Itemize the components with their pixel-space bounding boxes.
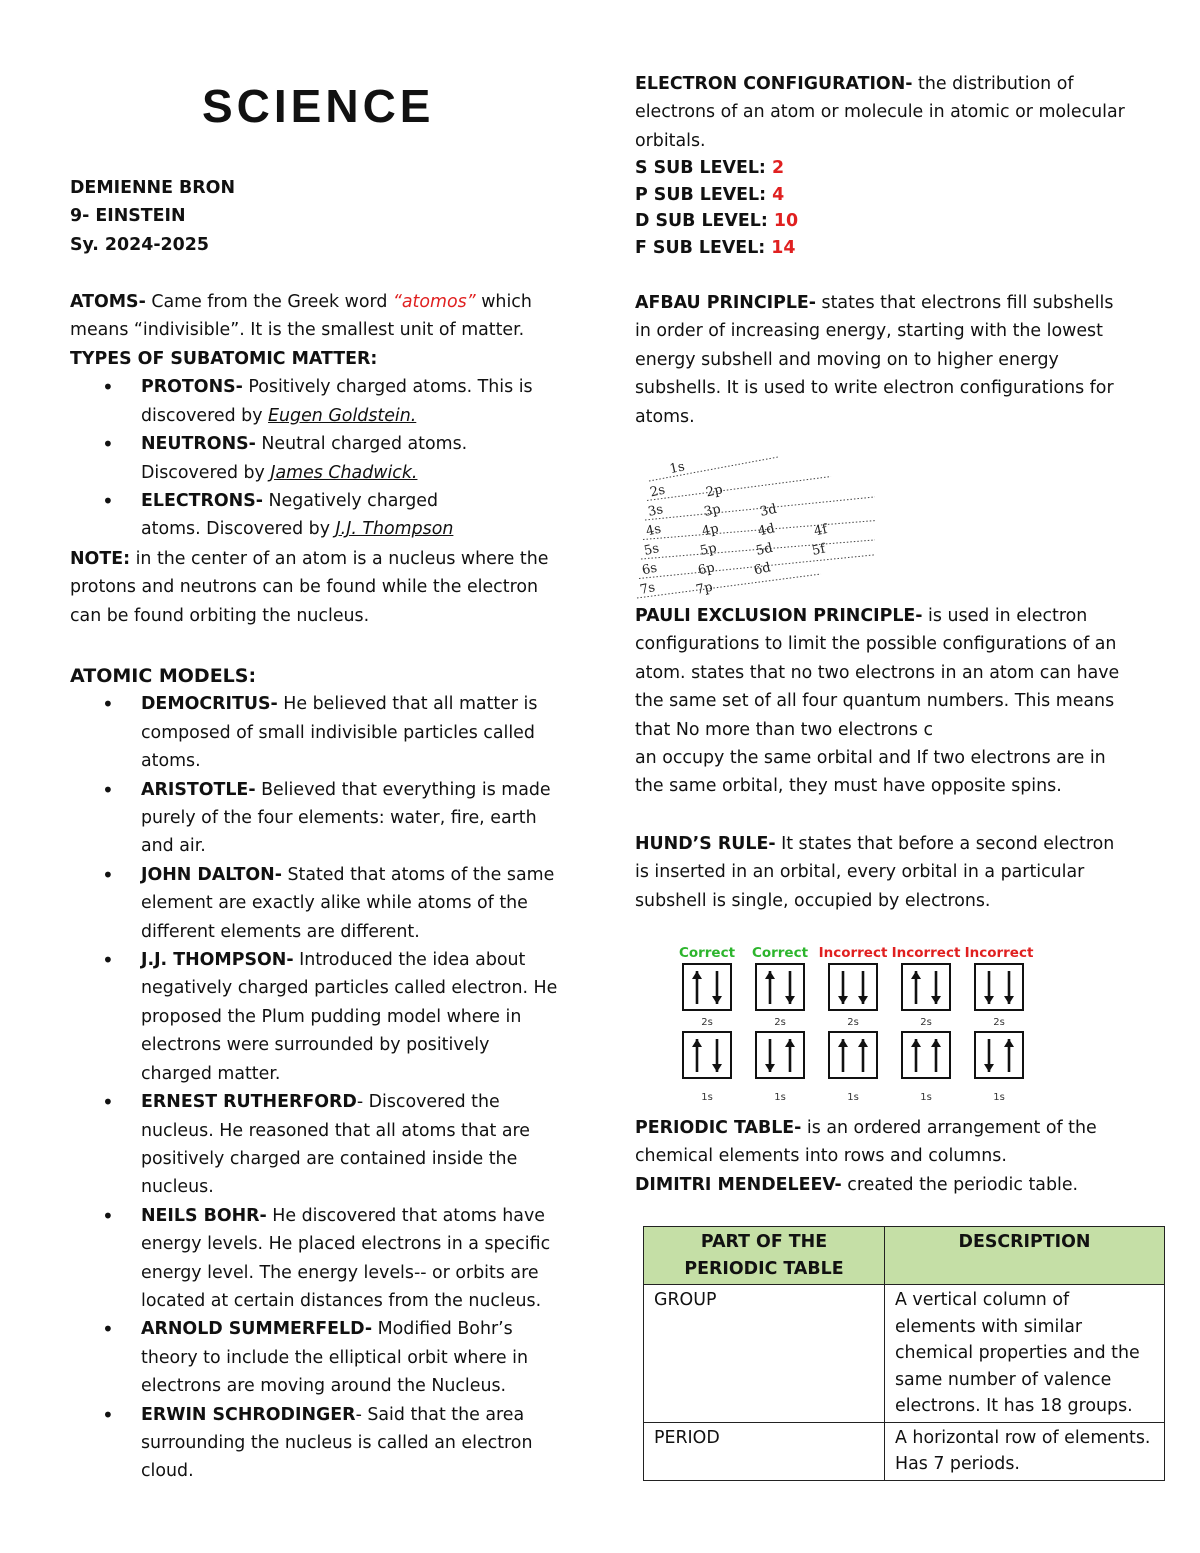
- hund-rule-diagram: [675, 938, 1105, 1108]
- item-text: Believed that everything is made purely of the four elements: water, fire, earth and air.: [141, 779, 551, 857]
- student-info: [70, 174, 235, 259]
- item-text: Modified Bohr’s theory to include the elliptical orbit where in electrons are moving around the Nucleus.: [141, 1319, 529, 1397]
- sublevel-row: [635, 208, 1135, 235]
- table-header: PART OF THE PERIODIC TABLE: [644, 1227, 885, 1285]
- item-term: ERWIN SCHRODINGER: [141, 1404, 356, 1425]
- periodic-paragraph: [635, 1114, 1130, 1199]
- sublevel-value: 2: [771, 158, 785, 179]
- orbital-label: 4s: [644, 521, 663, 540]
- sublevel-label: S SUB LEVEL:: [635, 158, 766, 179]
- hund-example: [752, 945, 809, 1103]
- orbital-label: 1s: [701, 1092, 713, 1103]
- atoms-paragraph: [70, 288, 550, 345]
- table-cell: PERIOD: [644, 1422, 885, 1480]
- item-text: Introduced the idea about negatively charged particles called electron. He proposed the Plum pudding model where in electrons were surrounded by positively charged matter.: [141, 950, 558, 1084]
- orbital-label: 3s: [646, 502, 665, 520]
- orbital-box: [829, 964, 877, 1010]
- atoms-text-a: Came from the Greek word: [145, 292, 393, 312]
- electron-config-text: the distribution of electrons of an atom or molecule in atomic or molecular orbitals.: [635, 74, 1125, 151]
- note-paragraph: [70, 545, 550, 630]
- school-year: Sy. 2024-2025: [70, 234, 209, 255]
- list-item: [70, 430, 561, 487]
- orbital-box: [902, 964, 950, 1010]
- orbital-box: [975, 964, 1023, 1010]
- table-row: [644, 1422, 1165, 1480]
- orbital-label: 3p: [702, 501, 723, 520]
- item-term: ERNEST RUTHERFORD: [141, 1092, 357, 1113]
- orbital-label: 6p: [696, 560, 717, 579]
- list-item: [70, 1315, 571, 1400]
- table-header-row: [644, 1227, 1165, 1285]
- student-section: 9- EINSTEIN: [70, 206, 186, 227]
- orbital-box: [683, 964, 731, 1010]
- item-text: He believed that all matter is composed of small indivisible particles called atoms.: [141, 694, 538, 772]
- electron-config-paragraph: [635, 70, 1135, 155]
- subatomic-heading: TYPES OF SUBATOMIC MATTER:: [70, 349, 378, 369]
- aufbau-paragraph: [635, 289, 1130, 431]
- table-row: [644, 1285, 1165, 1423]
- orbital-box: [829, 1032, 877, 1078]
- sublevel-label: P SUB LEVEL:: [635, 184, 767, 205]
- models-list: [70, 690, 570, 1485]
- guide-line: [647, 477, 831, 501]
- list-item: [70, 690, 551, 775]
- hund-term: HUND’S RULE-: [635, 834, 776, 854]
- table-cell: A vertical column of elements with similar chemical properties and the same number of valence electrons. It has 18 groups.: [885, 1285, 1165, 1423]
- sublevel-label: F SUB LEVEL:: [635, 237, 766, 258]
- table-header: DESCRIPTION: [885, 1227, 1165, 1285]
- aufbau-term: AFBAU PRINCIPLE-: [635, 293, 817, 313]
- mendeleev-text: created the periodic table.: [841, 1174, 1079, 1195]
- sublevel-row: [635, 155, 1135, 182]
- sublevel-row: [635, 182, 1135, 209]
- orbital-label: 2s: [774, 1017, 786, 1028]
- orbital-box: [756, 1032, 804, 1078]
- item-term: PROTONS-: [141, 377, 243, 398]
- sublevel-value: 10: [773, 211, 799, 232]
- table-cell: GROUP: [644, 1285, 885, 1423]
- verdict-label: Correct: [751, 945, 809, 961]
- verdict-label: Correct: [678, 945, 736, 961]
- item-term: JOHN DALTON-: [141, 864, 282, 885]
- orbital-label: 4p: [700, 521, 721, 540]
- atoms-text-b: which means “indivisible”. It is the smallest unit of matter.: [70, 292, 532, 341]
- guide-line: [649, 457, 778, 481]
- orbital-label: 4d: [756, 521, 777, 540]
- item-term: ELECTRONS-: [141, 491, 263, 512]
- student-name: DEMIENNE BRON: [70, 178, 235, 198]
- item-person: Eugen Goldstein.: [268, 405, 417, 426]
- verdict-label: Incorrect: [964, 945, 1034, 961]
- orbital-label: 1s: [774, 1092, 786, 1103]
- orbital-box: [975, 1032, 1023, 1078]
- orbital-label: 7s: [638, 580, 657, 598]
- item-text: - Discovered the nucleus. He reasoned that all atoms that are positively charged are contained inside the nucleus.: [141, 1092, 530, 1198]
- item-term: NEILS BOHR-: [141, 1205, 267, 1226]
- item-term: J.J. THOMPSON-: [141, 950, 294, 971]
- orbital-label: 1s: [993, 1092, 1005, 1103]
- subatomic-list: [70, 373, 570, 543]
- note-text: in the center of an atom is a nucleus where the protons and neutrons can be found while the electron can be found orbiting the nucleus.: [70, 549, 549, 626]
- orbital-label: 2p: [704, 482, 725, 501]
- item-term: ARISTOTLE-: [141, 779, 256, 800]
- hund-example: [892, 945, 961, 1103]
- orbital-label: 2s: [701, 1017, 713, 1028]
- orbital-box: [756, 964, 804, 1010]
- orbital-label: 1s: [847, 1092, 859, 1103]
- item-term: ARNOLD SUMMERFELD-: [141, 1319, 373, 1340]
- hund-paragraph: [635, 830, 1130, 915]
- item-text: Positively charged atoms. This is discovered by: [141, 377, 533, 426]
- list-item: [70, 946, 561, 1088]
- orbital-label: 7p: [694, 579, 715, 598]
- orbital-label: 2s: [847, 1017, 859, 1028]
- orbital-label: 5f: [810, 541, 827, 559]
- orbital-label: 5d: [754, 540, 775, 559]
- hund-example: [819, 945, 888, 1103]
- orbital-label: 5s: [642, 541, 661, 559]
- hund-example: [679, 945, 736, 1103]
- item-text: Negatively charged atoms. Discovered by: [141, 491, 439, 540]
- list-item: [70, 1202, 561, 1316]
- list-item: [70, 373, 561, 430]
- electron-config-section: [635, 70, 1135, 261]
- orbital-box: [683, 1032, 731, 1078]
- list-item: [70, 1088, 561, 1202]
- models-heading: ATOMIC MODELS:: [70, 665, 257, 687]
- orbital-label: 4f: [812, 522, 829, 540]
- orbital-label: 2s: [993, 1017, 1005, 1028]
- periodic-table-parts: [643, 1226, 1165, 1481]
- pauli-text-a: is used in electron configurations to limit the possible configurations of an atom. states that no two electrons in an atom can have the same set of all four quantum numbers. This means that No more than two electrons c: [635, 606, 1120, 740]
- item-term: NEUTRONS-: [141, 434, 256, 455]
- orbital-label: 2s: [648, 482, 667, 501]
- hund-text: It states that before a second electron is inserted in an orbital, every orbital in a particular subshell is single, occupied by electrons.: [635, 834, 1115, 911]
- verdict-label: Incorrect: [891, 945, 961, 961]
- note-term: NOTE:: [70, 549, 131, 569]
- atoms-term: ATOMS-: [70, 292, 146, 312]
- item-text: Neutral charged atoms. Discovered by: [141, 434, 468, 483]
- orbital-label: 1s: [668, 459, 687, 478]
- item-text: He discovered that atoms have energy levels. He placed electrons in a specific energy level. The energy levels-- or orbits are located at certain distances from the nucleus.: [141, 1205, 551, 1311]
- item-text: - Said that the area surrounding the nucleus is called an electron cloud.: [141, 1404, 533, 1482]
- orbital-label: 1s: [920, 1092, 932, 1103]
- list-item: [70, 861, 561, 946]
- mendeleev-term: DIMITRI MENDELEEV-: [635, 1174, 842, 1195]
- table-cell: A horizontal row of elements. Has 7 periods.: [885, 1422, 1165, 1480]
- orbital-label: 6s: [640, 560, 659, 579]
- orbital-box: [902, 1032, 950, 1078]
- orbital-label: 6d: [752, 560, 773, 579]
- pauli-paragraph: [635, 602, 1130, 801]
- models-section: [70, 662, 570, 1486]
- pauli-text-b: an occupy the same orbital and If two electrons are in the same orbital, they must have opposite spins.: [635, 748, 1106, 797]
- sublevel-value: 14: [771, 237, 796, 258]
- list-item: [70, 776, 561, 861]
- aufbau-text: states that electrons fill subshells in order of increasing energy, starting with the lowest energy subshell and moving on to higher energy subshells. It is used to write electron configurations for atoms.: [635, 293, 1114, 427]
- sublevel-list: [635, 155, 1135, 261]
- periodic-text: is an ordered arrangement of the chemical elements into rows and columns.: [635, 1118, 1097, 1167]
- orbital-label: 5p: [698, 540, 719, 559]
- orbital-label: 3d: [758, 501, 779, 520]
- item-term: DEMOCRITUS-: [141, 694, 278, 715]
- periodic-term: PERIODIC TABLE-: [635, 1118, 802, 1138]
- subatomic-section: [70, 345, 570, 544]
- pauli-term: PAULI EXCLUSION PRINCIPLE-: [635, 606, 923, 626]
- sublevel-row: [635, 235, 1135, 262]
- sublevel-label: D SUB LEVEL:: [635, 211, 768, 232]
- aufbau-diagram: [635, 450, 875, 610]
- verdict-label: Incorrect: [818, 945, 888, 961]
- item-text: Stated that atoms of the same element are exactly alike while atoms of the different elements are different.: [141, 864, 555, 942]
- list-item: [70, 487, 501, 544]
- list-item: [70, 1401, 541, 1486]
- orbital-label: 2s: [920, 1017, 932, 1028]
- item-person: J.J. Thompson: [335, 519, 454, 540]
- atoms-quote: “atomos”: [392, 292, 476, 312]
- hund-example: [965, 945, 1034, 1103]
- page-title: SCIENCE: [202, 80, 435, 132]
- sublevel-value: 4: [772, 184, 785, 205]
- electron-config-term: ELECTRON CONFIGURATION-: [635, 74, 913, 94]
- guide-line: [637, 574, 821, 598]
- item-person: James Chadwick.: [270, 462, 418, 483]
